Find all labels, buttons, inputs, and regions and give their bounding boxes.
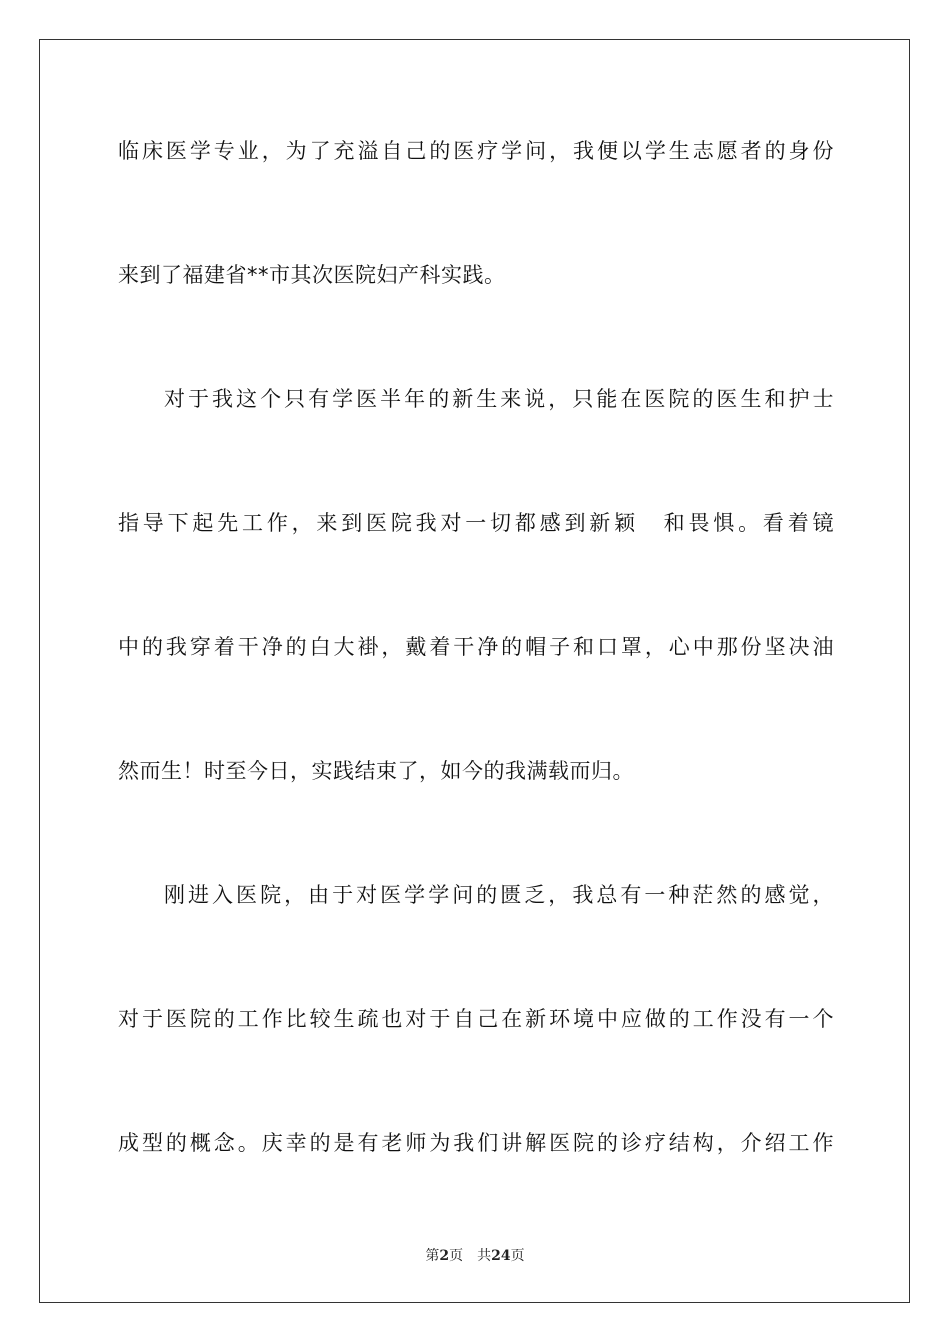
body-text-line: 来到了福建省**市其次医院妇产科实践。	[118, 263, 506, 287]
total-label-prefix: 共	[477, 1248, 492, 1264]
body-text-line: 对于医院的工作比较生疏也对于自己在新环境中应做的工作没有一个	[118, 1007, 834, 1031]
total-pages: 24	[491, 1248, 511, 1264]
body-text-line: 临床医学专业，为了充溢自己的医疗学问，我便以学生志愿者的身份	[118, 139, 834, 163]
page-label-prefix: 第	[425, 1248, 440, 1264]
body-text-line: 中的我穿着干净的白大褂，戴着干净的帽子和口罩，心中那份坚决油	[118, 635, 834, 659]
body-text-line: 指导下起先工作，来到医院我对一切都感到新颖 和畏惧。看着镜	[118, 511, 834, 535]
body-text-line: 然而生！时至今日，实践结束了，如今的我满载而归。	[118, 759, 634, 783]
page-label-suffix: 页	[449, 1248, 464, 1264]
page-number: 2	[439, 1248, 450, 1264]
body-text-line: 成型的概念。庆幸的是有老师为我们讲解医院的诊疗结构，介绍工作	[118, 1131, 834, 1155]
total-label-suffix: 页	[510, 1248, 525, 1264]
paragraph-first-line: 对于我这个只有学医半年的新生来说，只能在医院的医生和护士	[164, 387, 834, 411]
paragraph-first-line: 刚进入医院，由于对医学学问的匮乏，我总有一种茫然的感觉，	[164, 883, 834, 907]
page-footer	[0, 1246, 950, 1266]
page-border	[39, 39, 910, 1303]
